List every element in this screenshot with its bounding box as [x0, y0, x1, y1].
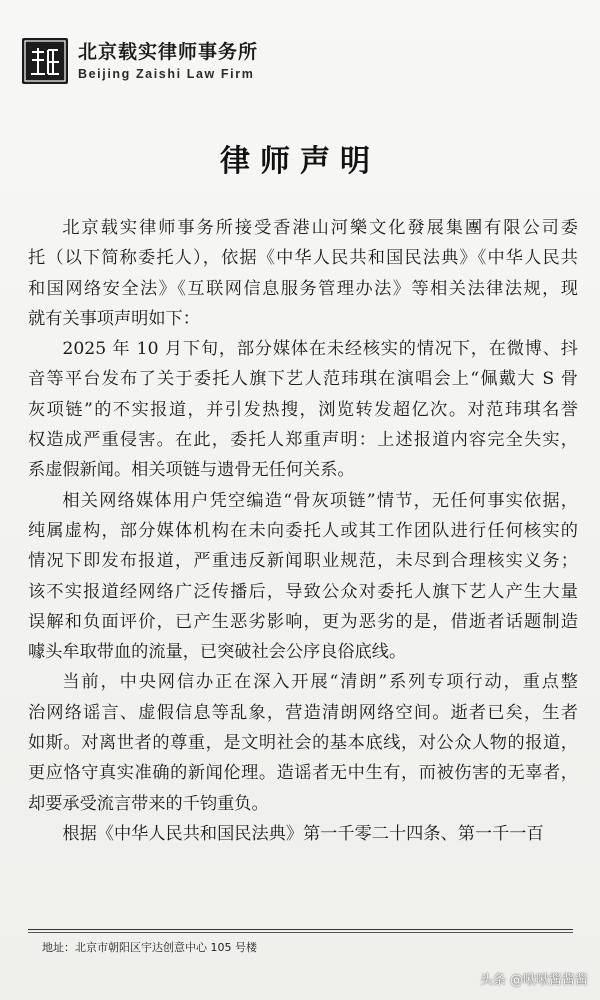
firm-names [78, 40, 258, 82]
paragraph-line: 权造成严重侵害。在此，委托人郑重声明：上述报道内容完全失实， [28, 430, 578, 451]
firm-logo-mark-icon [22, 38, 68, 84]
paragraph-line: 误解和负面评价，已产生恶劣影响，更为恶劣的是，借逝者话题制造 [28, 611, 578, 632]
statement-paragraph [28, 819, 578, 849]
paragraph-line: 音等平台发布了关于委托人旗下艺人范玮琪在演唱会上“佩戴大 S 骨 [28, 369, 578, 390]
paragraph-line: 噱头牟取带血的流量，已突破社会公序良俗底线。 [28, 642, 407, 663]
paragraph-line: 如斯。对离世者的尊重，是文明社会的基本底线，对公众人物的报道， [28, 733, 578, 754]
paragraph-line: 纯属虚构，部分媒体机构在未向委托人或其工作团队进行任何核实的 [28, 520, 578, 541]
paragraph-line: 托（以下简称委托人），依据《中华人民共和国民法典》《中华人民共 [28, 248, 578, 269]
paragraph-line: 和国网络安全法》《互联网信息服务管理办法》等相关法律法规，现 [28, 278, 578, 299]
paragraph-line: 灰项链”的不实报道，并引发热搜，浏览转发超亿次。对范玮琪名誉 [28, 399, 578, 420]
platform-watermark [480, 969, 588, 988]
document-title: 律师声明 [220, 144, 380, 179]
watermark-text: 头条 @啾啾酱酱酱 [479, 973, 588, 988]
firm-logo [22, 38, 68, 84]
statement-paragraph [28, 213, 578, 334]
paragraph-line: 系虚假新闻。相关项链与遗骨无任何关系。 [28, 460, 355, 481]
paragraph-line: 根据《中华人民共和国民法典》第一千零二十四条、第一千一百 [62, 823, 544, 844]
firm-name-chinese: 北京载实律师事务所 [78, 41, 259, 63]
statement-body [28, 213, 578, 849]
letterhead [22, 36, 258, 86]
paragraph-line: 就有关事项声明如下： [28, 308, 200, 329]
paragraph-line: 相关网络媒体用户凭空编造“骨灰项链”情节，无任何事实依据， [62, 490, 578, 511]
firm-name-english: Beijing Zaishi Law Firm [78, 67, 255, 81]
footer-divider-secondary [28, 932, 573, 933]
paragraph-line: 更应恪守真实准确的新闻伦理。造谣者无中生有，而被伤害的无辜者， [28, 763, 578, 784]
firm-address: 地址：北京市朝阳区宇达创意中心 105 号楼 [42, 941, 257, 954]
paragraph-line: 却要承受流言带来的千钧重负。 [28, 793, 269, 814]
paragraph-line: 北京载实律师事务所接受香港山河樂文化發展集團有限公司委 [62, 218, 578, 238]
paragraph-line: 当前，中央网信办正在深入开展“清朗”系列专项行动，重点整 [62, 672, 578, 693]
footer-divider [28, 929, 573, 930]
statement-paragraph [28, 486, 578, 668]
paragraph-line: 治网络谣言、虚假信息等乱象，营造清朗网络空间。逝者已矣，生者 [28, 702, 578, 723]
statement-paragraph [28, 667, 578, 818]
paragraph-line: 情况下即发布报道，严重违反新闻职业规范，未尽到合理核实义务； [28, 551, 578, 572]
paragraph-line: 该不实报道经网络广泛传播后，导致公众对委托人旗下艺人产生大量 [28, 581, 578, 602]
paragraph-line: 2025 年 10 月下旬，部分媒体在未经核实的情况下，在微博、抖 [62, 339, 578, 360]
statement-paragraph [28, 334, 578, 485]
